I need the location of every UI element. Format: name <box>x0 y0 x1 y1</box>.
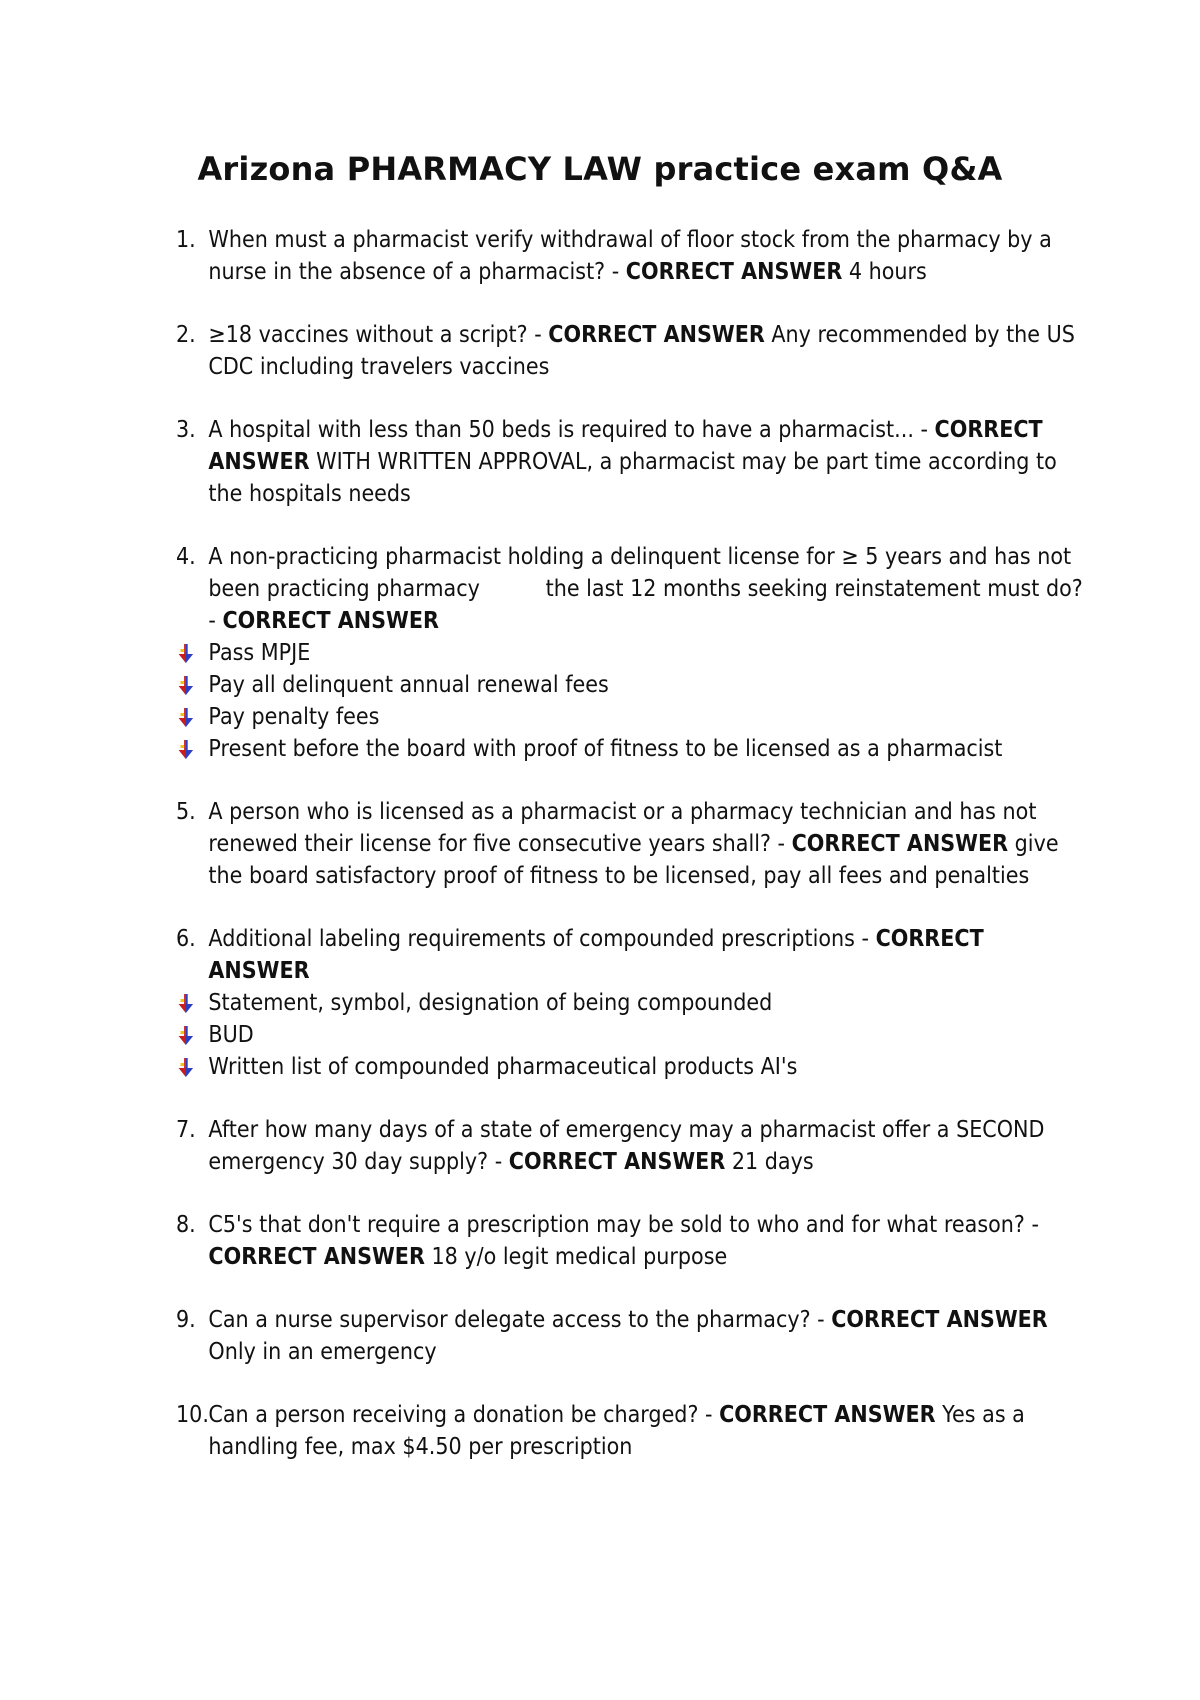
qa-item-7 <box>176 1114 1086 1178</box>
bullet-text: Written list of compounded pharmaceutical products AI's <box>208 1054 798 1080</box>
down-arrow-icon <box>178 1026 194 1046</box>
down-arrow-icon <box>178 994 194 1014</box>
qa-item-6 <box>176 923 1086 1083</box>
answer-text: Yes as a handling fee, max $4.50 per prescription <box>208 1402 1025 1460</box>
correct-answer-label: CORRECT ANSWER <box>208 417 1043 475</box>
question-text: C5's that don't require a prescription may be sold to who and for what reason? - <box>208 1212 1039 1238</box>
correct-answer-label: CORRECT ANSWER <box>508 1149 726 1175</box>
answer-text: 4 hours <box>842 259 927 285</box>
question-text: When must a pharmacist verify withdrawal of floor stock from the pharmacy by a nurse in the absence of a pharmacist? - <box>208 227 1052 285</box>
question-text: ≥18 vaccines without a script? - <box>208 322 549 348</box>
question-text: Can a nurse supervisor delegate access to the pharmacy? - <box>208 1307 832 1333</box>
bullet-text: Pay penalty fees <box>208 704 380 730</box>
qa-list <box>176 224 1090 1494</box>
question-text: A person who is licensed as a pharmacist or a pharmacy technician and has not renewed their license for five consecutive years shall? - <box>208 799 1037 857</box>
down-arrow-icon <box>178 676 194 696</box>
item-number: 4. <box>176 544 196 570</box>
answer-bullet <box>176 733 1086 765</box>
down-arrow-icon <box>178 644 194 664</box>
qa-item-10 <box>176 1399 1086 1463</box>
answer-bullet <box>176 669 1086 701</box>
bullet-text: Pass MPJE <box>208 640 311 666</box>
item-number: 3. <box>176 417 196 443</box>
question-text: Can a person receiving a donation be charged? - <box>208 1402 720 1428</box>
correct-answer-label: CORRECT ANSWER <box>208 1244 425 1270</box>
bullet-text: Pay all delinquent annual renewal fees <box>208 672 609 698</box>
bullet-text: BUD <box>208 1022 254 1048</box>
answer-text: give the board satisfactory proof of fitness to be licensed, pay all fees and penalties <box>208 831 1059 889</box>
qa-item-9 <box>176 1304 1086 1368</box>
correct-answer-label: CORRECT ANSWER <box>222 608 439 634</box>
question-text: Additional labeling requirements of compounded prescriptions - <box>208 926 876 952</box>
answer-text: WITH WRITTEN APPROVAL, a pharmacist may be part time according to the hospitals needs <box>208 449 1057 507</box>
item-number: 9. <box>176 1307 196 1333</box>
down-arrow-icon <box>178 708 194 728</box>
answer-bullet <box>176 701 1086 733</box>
document-title: Arizona PHARMACY LAW practice exam Q&A <box>197 150 1003 188</box>
question-text: A non-practicing pharmacist holding a delinquent license for ≥ 5 years and has not been practicing pharmacy the last 12 months seeking reinstatement must do? - <box>208 544 1090 634</box>
answer-bullets <box>208 637 1085 765</box>
qa-item-2 <box>176 319 1086 383</box>
answer-text: Any recommended by the US CDC including travelers vaccines <box>208 322 1075 380</box>
qa-item-4 <box>176 541 1090 765</box>
answer-bullet <box>176 637 1086 669</box>
item-number: 10. <box>176 1402 209 1428</box>
item-number: 1. <box>176 227 196 253</box>
down-arrow-icon <box>178 1058 194 1078</box>
correct-answer-label: CORRECT ANSWER <box>791 831 1009 857</box>
item-number: 7. <box>176 1117 196 1143</box>
item-number: 5. <box>176 799 196 825</box>
bullet-text: Statement, symbol, designation of being compounded <box>208 990 773 1016</box>
correct-answer-label: CORRECT ANSWER <box>625 259 843 285</box>
down-arrow-icon <box>178 740 194 760</box>
bullet-text: Present before the board with proof of fitness to be licensed as a pharmacist <box>208 736 1003 762</box>
answer-bullet <box>176 1019 1086 1051</box>
answer-text: 18 y/o legit medical purpose <box>424 1244 728 1270</box>
answer-text: Only in an emergency <box>208 1339 437 1365</box>
answer-bullets <box>208 987 1085 1083</box>
question-text: A hospital with less than 50 beds is required to have a pharmacist... - <box>208 417 935 443</box>
item-number: 2. <box>176 322 196 348</box>
answer-bullet <box>176 987 1086 1019</box>
qa-item-8 <box>176 1209 1086 1273</box>
qa-item-5 <box>176 796 1086 892</box>
correct-answer-label: CORRECT ANSWER <box>831 1307 1048 1333</box>
qa-item-1 <box>176 224 1086 288</box>
question-text: After how many days of a state of emergency may a pharmacist offer a SECOND emergency 30 day supply? - <box>208 1117 1045 1175</box>
answer-bullet <box>176 1051 1086 1083</box>
item-number: 6. <box>176 926 196 952</box>
correct-answer-label: CORRECT ANSWER <box>208 926 984 984</box>
answer-text: 21 days <box>725 1149 814 1175</box>
correct-answer-label: CORRECT ANSWER <box>719 1402 936 1428</box>
correct-answer-label: CORRECT ANSWER <box>548 322 765 348</box>
qa-item-3 <box>176 414 1086 510</box>
item-number: 8. <box>176 1212 196 1238</box>
